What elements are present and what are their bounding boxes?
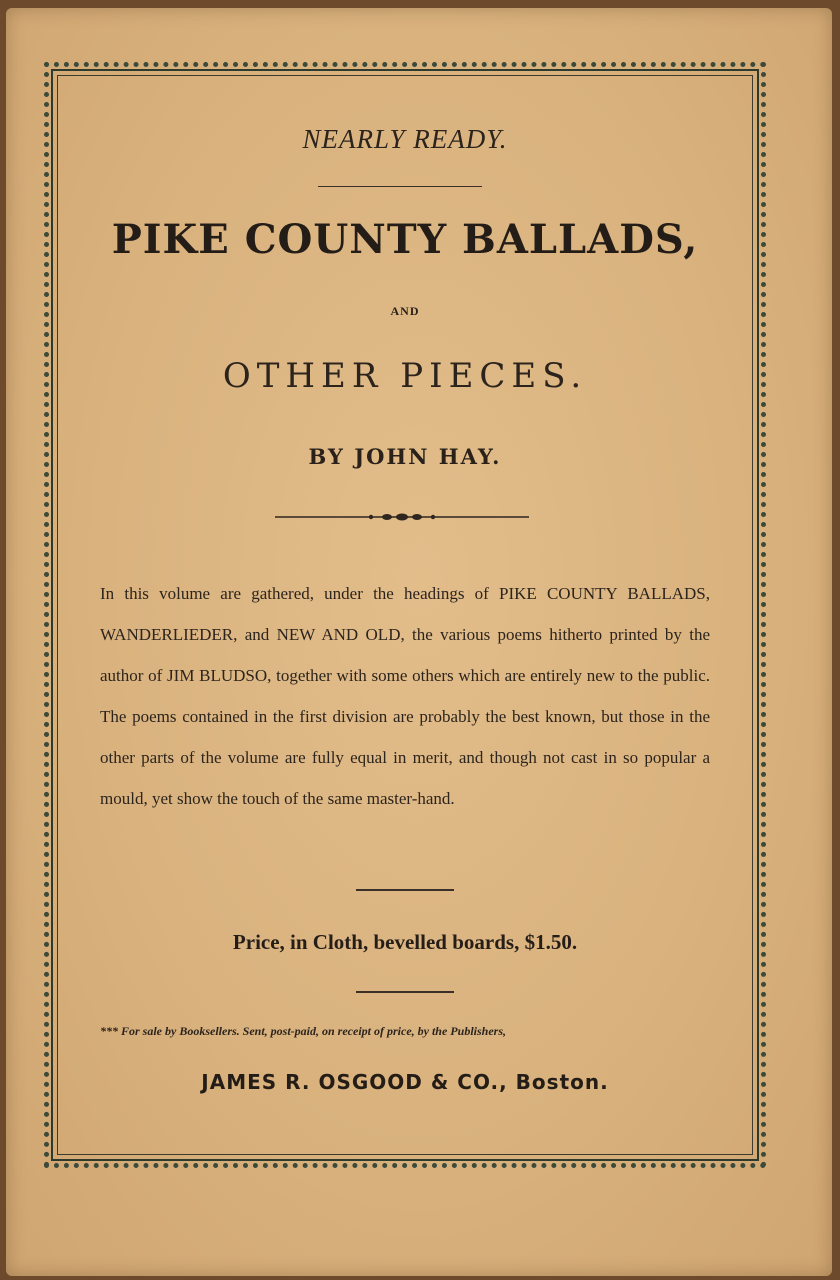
publisher-imprint: JAMES R. OSGOOD & CO., Boston.	[201, 1070, 609, 1094]
announcement-heading: NEARLY READY.	[302, 124, 508, 154]
book-author: BY JOHN HAY.	[308, 444, 502, 469]
divider-rule	[356, 991, 454, 993]
book-subtitle: OTHER PIECES.	[222, 356, 588, 396]
divider-rule	[356, 889, 454, 891]
book-description	[100, 573, 710, 819]
advertisement-page	[60, 78, 750, 1152]
book-title: PIKE COUNTY BALLADS,	[111, 216, 699, 263]
title-conjunction: AND	[390, 304, 420, 318]
price-line: Price, in Cloth, bevelled boards, $1.50.	[232, 930, 578, 954]
divider-rule	[318, 186, 482, 187]
sale-note: *** For sale by Booksellers. Sent, post-paid, on receipt of price, by the Publishers,	[100, 1024, 506, 1038]
ornament-divider-icon	[275, 511, 529, 523]
description-paragraph: In this volume are gathered, under the headings of PIKE COUNTY BALLADS, WANDERLIEDER, and NEW AND OLD, the various poems hitherto printed by the author of JIM BLUDSO, together with some others which are entirely new to the public. The poems contained in the first division are probably the best known, but those in the other parts of the volume are fully equal in merit, and though not cast in so popular a mould, yet show the touch of the same master-hand.	[100, 584, 710, 808]
